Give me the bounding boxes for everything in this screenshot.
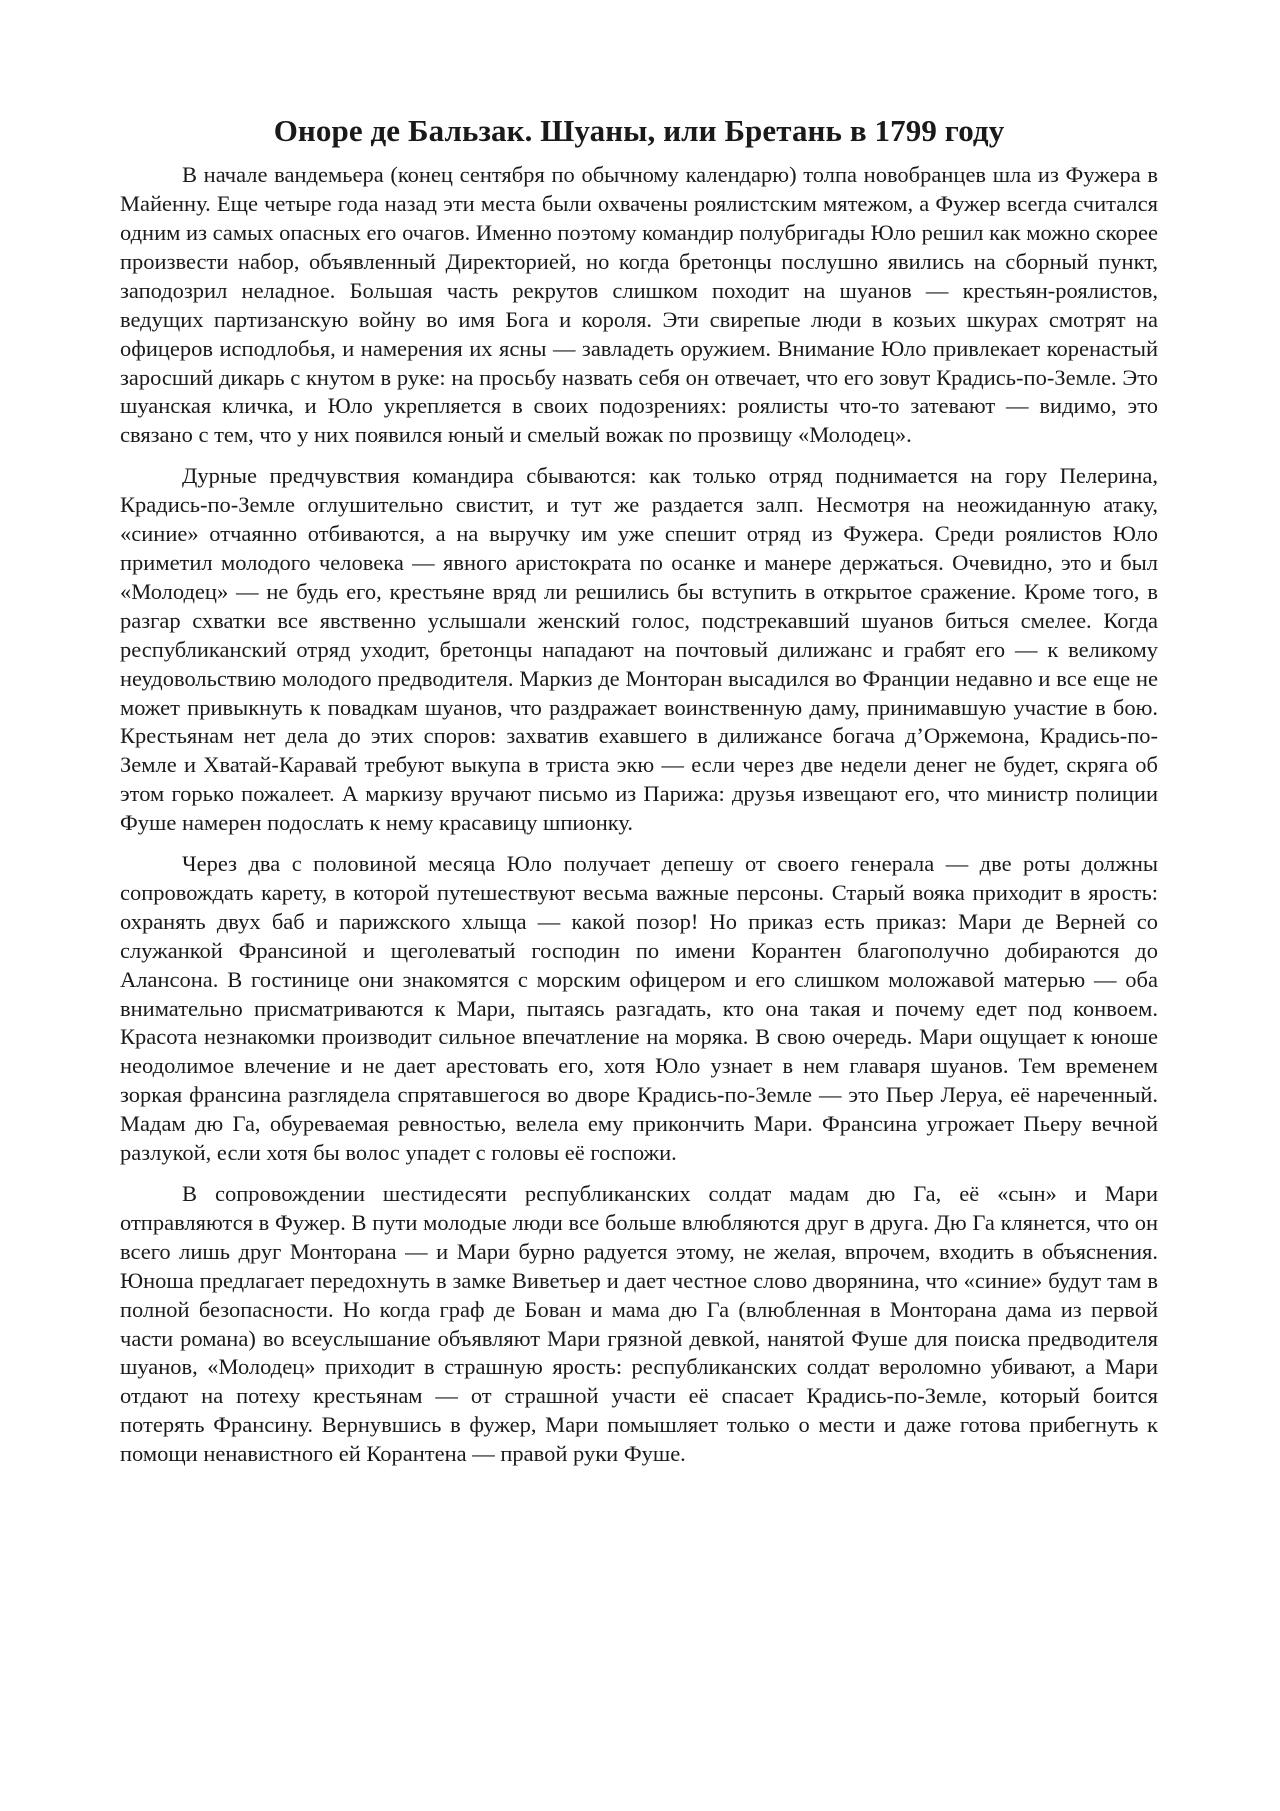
paragraph: Дурные предчувствия командира сбываются: как только отряд поднимается на гору Пелерина, Крадись-по-Земле оглушительно свистит, и тут же раздается залп. Несмотря на неожиданную атаку, «синие» отчаянно отбиваются, а на выручку им уже спешит отряд из Фужера. Среди роялистов Юло приметил молодого человека — явного аристократа по осанке и манере держаться. Очевидно, это и был «Молодец» — не будь его, крестьяне вряд ли решились бы вступить в открытое сражение. Кроме того, в разгар схватки все явственно услышали женский голос, подстрекавший шуанов биться смелее. Когда республиканский отряд уходит, бретонцы нападают на почтовый дилижанс и грабят его — к великому неудовольствию молодого предводителя. Маркиз де Монторан высадился во Франции недавно и все еще не может привыкнуть к повадкам шуанов, что раздражает воинственную даму, принимавшую участие в бою. Крестьянам нет дела до этих споров: захватив ехавшего в дилижансе богача д’Оржемона, Крадись-по-Земле и Хватай-Каравай требуют выкупа в триста экю — если через две недели денег не будет, скряга об этом горько пожалеет. А маркизу вручают письмо из Парижа: друзья извещают его, что министр полиции Фуше намерен подослать к нему красавицу шпионку. [120,463,1158,836]
paragraph: В начале вандемьера (конец сентября по обычному календарю) толпа новобранцев шла из Фужера в Майенну. Еще четыре года назад эти места были охвачены роялистским мятежом, а Фужер всегда считался одним из самых опасных его очагов. Именно поэтому командир полубригады Юло решил как можно скорее произвести набор, объявленный Директорией, но когда бретонцы послушно явились на сборный пункт, заподозрил неладное. Большая часть рекрутов слишком походит на шуанов — крестьян-роялистов, ведущих партизанскую войну во имя Бога и короля. Эти свирепые люди в козьих шкурах смотрят на офицеров исподлобья, и намерения их ясны — завладеть оружием. Внимание Юло привлекает коренастый заросший дикарь с кнутом в руке: на просьбу назвать себя он отвечает, что его зовут Крадись-по-Земле. Это шуанская кличка, и Юло укрепляется в своих подозрениях: роялисты что-то затевают — видимо, это связано с тем, что у них появился юный и смелый вожак по прозвищу «Молодец». [120,162,1158,448]
paragraph: В сопровождении шестидесяти республиканских солдат мадам дю Га, её «сын» и Мари отправляются в Фужер. В пути молодые люди все больше влюбляются друг в друга. Дю Га клянется, что он всего лишь друг Монторана — и Мари бурно радуется этому, не желая, впрочем, входить в объяснения. Юноша предлагает передохнуть в замке Виветьер и дает честное слово дворянина, что «синие» будут там в полной безопасности. Но когда граф де Бован и мама дю Га (влюбленная в Монторана дама из первой части романа) во всеуслышание объявляют Мари грязной девкой, нанятой Фуше для поиска предводителя шуанов, «Молодец» приходит в страшную ярость: республиканских солдат вероломно убивают, а Мари отдают на потеху крестьянам — от страшной участи её спасает Крадись-по-Земле, который боится потерять Франсину. Вернувшись в фужер, Мари помышляет только о мести и даже готова прибегнуть к помощи ненавистного ей Корантена — правой руки Фуше. [120,1181,1158,1467]
document-page [120,112,1158,1481]
document-title: Оноре де Бальзак. Шуаны, или Бретань в 1799 году [273,113,1005,148]
paragraph: Через два с половиной месяца Юло получает депешу от своего генерала — две роты должны сопровождать карету, в которой путешествуют весьма важные персоны. Старый вояка приходит в ярость: охранять двух баб и парижского хлыща — какой позор! Но приказ есть приказ: Мари де Верней со служанкой Франсиной и щеголеватый господин по имени Корантен благополучно добираются до Алансона. В гостинице они знакомятся с морским офицером и его слишком моложавой матерью — оба внимательно присматриваются к Мари, пытаясь разгадать, кто она такая и почему едет под конвоем. Красота незнакомки производит сильное впечатление на моряка. В свою очередь. Мари ощущает к юноше неодолимое влечение и не дает арестовать его, хотя Юло узнает в нем главаря шуанов. Тем временем зоркая франсина разглядела спрятавшегося во дворе Крадись-по-Земле — это Пьер Леруа, её нареченный. Мадам дю Га, обуреваемая ревностью, велела ему прикончить Мари. Франсина угрожает Пьеру вечной разлукой, если хотя бы волос упадет с головы её госпожи. [120,851,1158,1166]
